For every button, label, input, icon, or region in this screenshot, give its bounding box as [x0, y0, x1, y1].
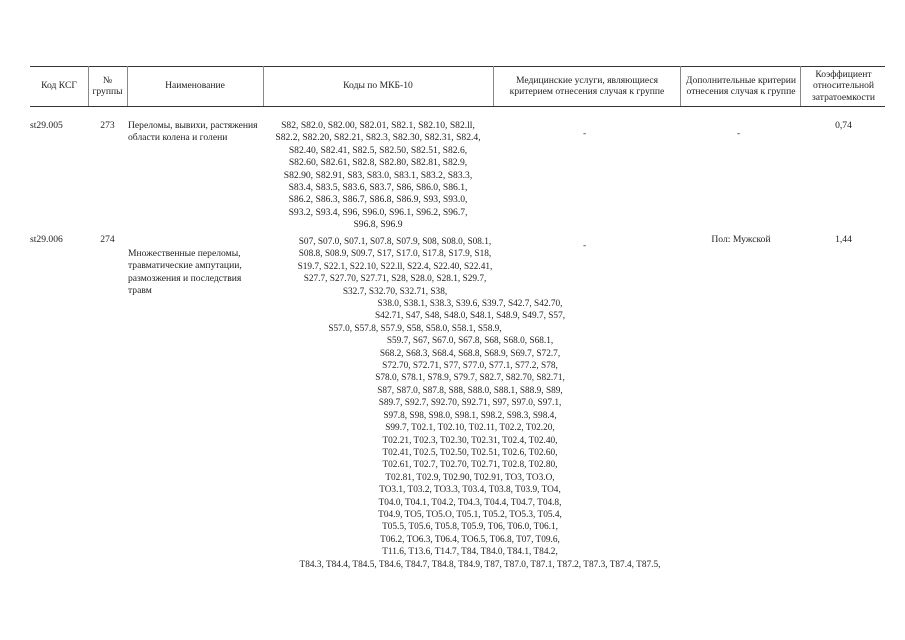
icd-line: S08.8, S08.9, S09.7, S17, S17.0, S17.8, S17.9, S18,: [298, 249, 492, 260]
icd-line: S82.90, S82.91, S83, S83.0, S83.1, S83.2, S83.3,: [283, 169, 473, 181]
icd-line: S82, S82.0, S82.00, S82.01, S82.1, S82.10, S82.ll,: [281, 120, 475, 131]
row-icd-codes: [240, 236, 730, 571]
icd-line: S82.60, S82.61, S82.8, S82.80, S82.81, S82.9,: [288, 157, 468, 169]
icd-line: S93.2, S93.4, S96, S96.0, S96.1, S96.2, S96.7,: [288, 206, 468, 218]
icd-line: T04.0, T04.1, T04.2, T04.3, T04.4, T04.7, T04.8,: [378, 497, 562, 508]
icd-line: T04.9, TO5, TO5.O, T05.1, T05.2, TO5.3, T05.4,: [378, 509, 562, 520]
icd-line: T02.41, T02.5, T02.50, T02.51, T02.6, T02.60,: [382, 447, 558, 458]
row-services: -: [583, 240, 587, 251]
icd-line: TO3.1, T03.2, TO3.3, T03.4, T03.8, T03.9, TO4,: [379, 485, 561, 496]
icd-line: T02.61, T02.7, T02.70, T02.71, T02.8, T02.80,: [382, 460, 558, 471]
row-criteria: Пол: Мужской: [711, 234, 771, 245]
header-group: № группы: [92, 74, 123, 97]
icd-line: S19.7, S22.1, S22.10, S22.ll, S22.4, S22.40, S22.41,: [297, 261, 493, 272]
icd-line: S83.4, S83.5, S83.6, S83.7, S86, S86.0, S86.1,: [288, 182, 468, 194]
icd-line: S59.7, S67, S67.0, S67.8, S68, S68.0, S68.1,: [386, 336, 554, 347]
icd-line: S07, S07.0, S07.1, S07.8, S07.9, S08, S08.0, S08.1,: [298, 237, 492, 247]
icd-line: S57.0, S57.8, S57.9, S58, S58.0, S58.1, S58.9,: [328, 323, 502, 334]
row-name: Переломы, вывихи, растяжения области колена и голени: [128, 120, 258, 144]
row-group: 274: [100, 234, 115, 245]
column-divider: [493, 66, 494, 106]
icd-line: T84.3, T84.4, T84.5, T84.6, T84.7, T84.8, T84.9, T87, T87.0, T87.1, T87.2, T87.3, T87.4, T87.5,: [299, 559, 661, 570]
row-coef: 1,44: [835, 234, 852, 245]
row-code: st29.005: [30, 120, 63, 131]
row-icd-codes: [250, 120, 506, 232]
icd-line: S89.7, S92.7, S92.70, S92.71, S97, S97.0, S97.1,: [378, 398, 562, 409]
header-name: Наименование: [165, 80, 225, 92]
icd-line: S87, S87.0, S87.8, S88, S88.0, S88.1, S88.9, S89,: [377, 385, 563, 396]
header-coef: Коэффициент относительной затратоемкости: [811, 68, 876, 103]
row-name: Множественные переломы, травматические ампутации, размозжения и последствия травм: [128, 248, 242, 297]
icd-line: S68.2, S68.3, S68.4, S68.8, S68.9, S69.7, S72.7,: [379, 348, 561, 359]
icd-line: S27.7, S27.70, S27.71, S28, S28.0, S28.1, S29.7,: [303, 274, 487, 285]
row-code: st29.006: [30, 234, 63, 245]
icd-line: S42.71, S47, S48, S48.0, S48.1, S48.9, S49.7, S57,: [374, 311, 566, 322]
header-criteria: Дополнительные критерии отнесения случая к группе: [685, 74, 797, 97]
icd-line: S38.0, S38.1, S38.3, S39.6, S39.7, S42.7, S42.70,: [377, 299, 563, 310]
icd-line: S82.40, S82.41, S82.5, S82.50, S82.51, S82.6,: [288, 144, 468, 156]
icd-line: S96.8, S96.9: [353, 219, 403, 231]
icd-line: S99.7, T02.1, T02.10, T02.11, T02.2, T02.20,: [385, 423, 555, 434]
icd-line: T06.2, TO6.3, T06.4, TO6.5, T06.8, T07, T09.6,: [380, 534, 560, 545]
column-divider: [680, 66, 681, 106]
icd-line: S82.2, S82.20, S82.21, S82.3, S82.30, S82.31, S82.4,: [275, 132, 481, 144]
icd-line: S86.2, S86.3, S86.7, S86.8, S86.9, S93, S93.0,: [288, 194, 468, 206]
header-icd: Коды по МКБ-10: [343, 80, 413, 92]
row-coef: 0,74: [835, 120, 852, 131]
header-code: Код КСГ: [41, 80, 77, 92]
row-services: -: [583, 128, 587, 139]
header-services: Медицинские услуги, являющиеся критерием отнесения случая к группе: [509, 74, 665, 97]
row-group: 273: [100, 120, 115, 131]
icd-line: S78.0, S78.1, S78.9, S79.7, S82.7, S82.70, S82.71,: [375, 373, 565, 384]
icd-line: S32.7, S32.70, S32.71, S38,: [342, 286, 448, 297]
icd-line: S72.70, S72.71, S77, S77.0, S77.1, S77.2, S78,: [382, 361, 558, 372]
icd-line: T02.81, T02.9, T02.90, T02.91, TO3, TO3.O,: [385, 472, 555, 483]
icd-line: T05.5, T05.6, T05.8, T05.9, T06, T06.0, T06.1,: [382, 522, 558, 533]
table-header-border: [30, 106, 885, 107]
icd-line: S97.8, S98, S98.0, S98.1, S98.2, S98.3, S98.4,: [383, 410, 557, 421]
column-divider: [800, 66, 801, 106]
icd-line: T11.6, T13.6, T14.7, T84, T84.0, T84.1, T84.2,: [382, 547, 558, 558]
row-criteria: -: [737, 128, 741, 139]
icd-line: T02.21, T02.3, T02.30, T02.31, T02.4, T02.40,: [382, 435, 558, 446]
